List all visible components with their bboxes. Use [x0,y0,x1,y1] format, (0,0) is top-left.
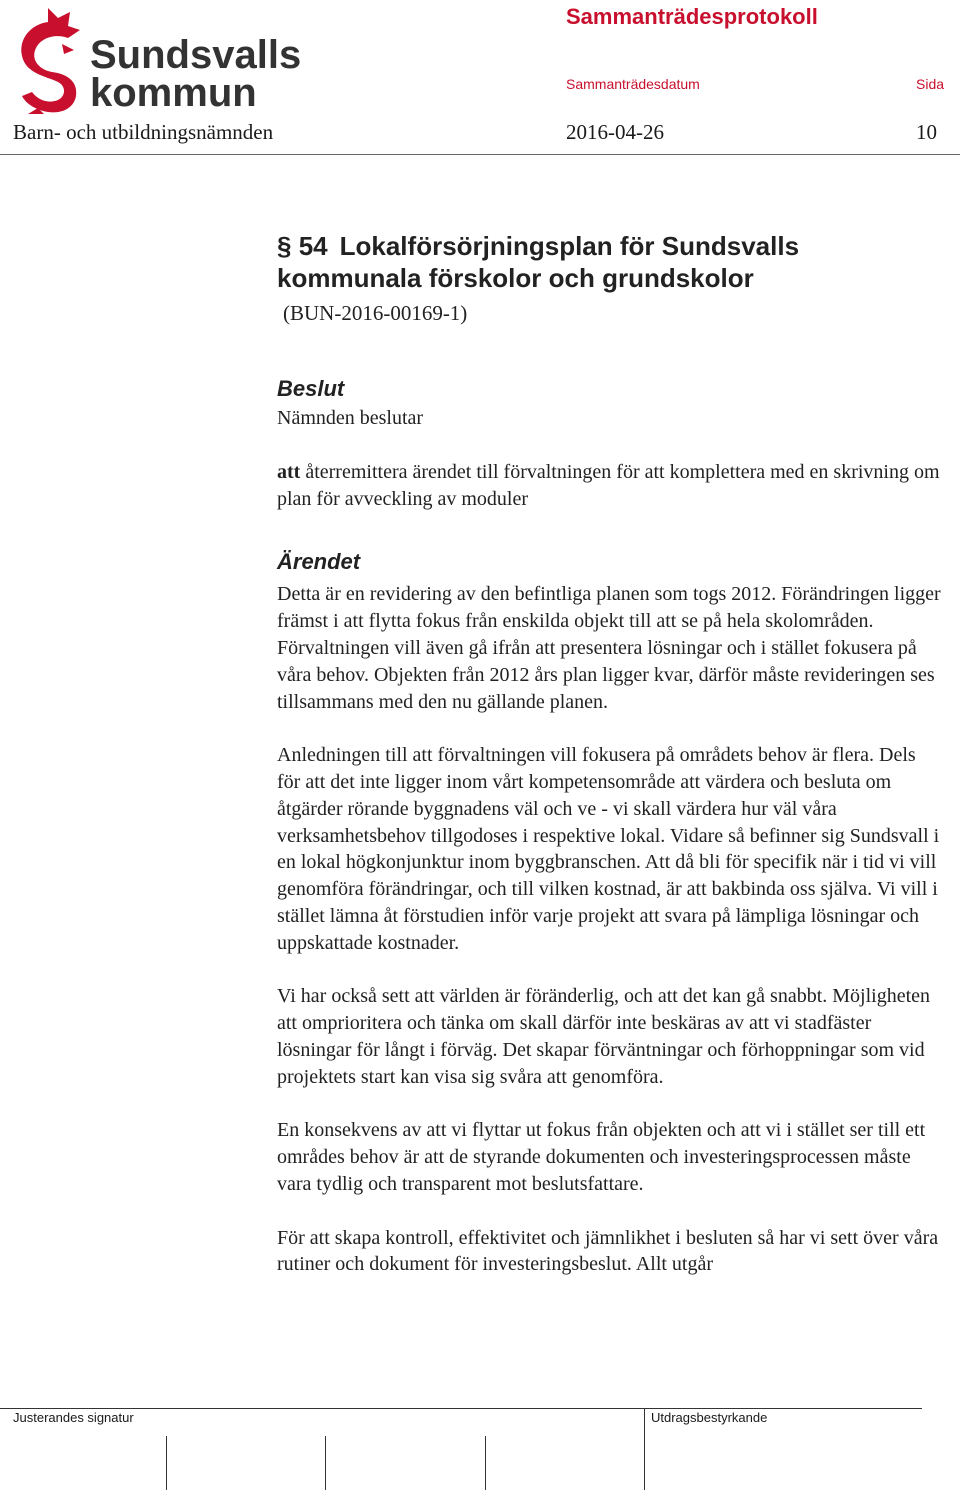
section-title [277,230,942,294]
matter-paragraph: Vi har också sett att världen är föränderlig, och att det kan gå snabbt. Möjligheten att omprioritera och tänka om skall därför inte beskäras av att vi stadfäster lösningar för långt i förväg. Det skapar förväntningar och förhoppningar som vid projektets start kan visa sig svåra att genomföra. [277,985,931,1088]
sundsvalls-kommun-logo [18,4,308,116]
dragon-emblem-icon [18,4,308,116]
page-label: Sida [916,76,945,92]
logo-word-2: kommun [90,71,257,115]
matter-paragraph: En konsekvens av att vi flyttar ut fokus från objekten och att vi i stället ser till ett områdes behov är att de styrande dokumenten och investeringsprocessen måste vara tydlig och transparent mot beslutsfattare. [277,1119,926,1195]
decision-text [277,459,942,513]
matter-body [277,581,942,1278]
header-divider [0,154,960,155]
section-title-line1: Lokalförsörjningsplan för Sundsvalls [339,231,800,261]
signature-box-divider [325,1436,326,1490]
meeting-date-label: Sammanträdesdatum [566,76,700,92]
extract-certification-label: Utdragsbestyrkande [651,1410,768,1425]
main-content [277,230,942,1278]
committee-name: Barn- och utbildningsnämnden [13,120,274,144]
signature-label: Justerandes signatur [13,1410,134,1425]
page-number: 10 [916,120,937,144]
footer-divider [0,1408,922,1409]
signature-box-divider [485,1436,486,1490]
meeting-date: 2016-04-26 [566,120,664,144]
decision-lead-word: att [277,460,301,483]
logo-word-1: Sundsvalls [90,33,302,77]
extract-box-divider [644,1408,645,1490]
document-type: Sammanträdesprotokoll [566,4,818,29]
section-number: § 54 [277,231,328,261]
case-number: (BUN-2016-00169-1) [283,301,468,325]
section-title-line2: kommunala förskolor och grundskolor [277,263,754,293]
decision-body: återremittera ärendet till förvaltningen för att komplettera med en skrivning om plan för avveckling av moduler [277,460,940,510]
matter-heading: Ärendet [277,549,361,575]
matter-paragraph: Anledningen till att förvaltningen vill fokusera på områdets behov är flera. Dels för att det inte ligger inom vårt kompetensområde att värdera och besluta om åtgärder rörande byggnadens väl och ve - vi skall värdera hur väl våra verksamhetsbehov tillgodoses i respektive lokal. Vidare så befinner sig Sundsvall i en lokal högkonjunktur inom byggbranschen. Att då bli för specifik när i tid vi vill genomföra förändringar, och till vilken kostnad, är att bakbinda oss själva. Vi vill i stället lämna åt förstudien inför varje projekt att svara på lämpliga lösningar och uppskattade kostnader. [277,744,940,954]
matter-paragraph: För att skapa kontroll, effektivitet och jämnlikhet i besluten så har vi sett över våra rutiner och dokument för investeringsbeslut. Allt utgår [277,1226,939,1276]
decision-heading: Beslut [277,376,345,401]
decision-intro: Nämnden beslutar [277,407,424,429]
signature-box-divider [166,1436,167,1490]
matter-paragraph: Detta är en revidering av den befintliga planen som togs 2012. Förändringen ligger främst i att flytta fokus från enskilda objekt till att se på hela skolområden. Förvaltningen vill även gå ifrån att presentera lösningar och i stället fokusera på våra behov. Objekten från 2012 års plan ligger kvar, därför måste revideringen ses tillsammans med den nu gällande planen. [277,583,941,713]
